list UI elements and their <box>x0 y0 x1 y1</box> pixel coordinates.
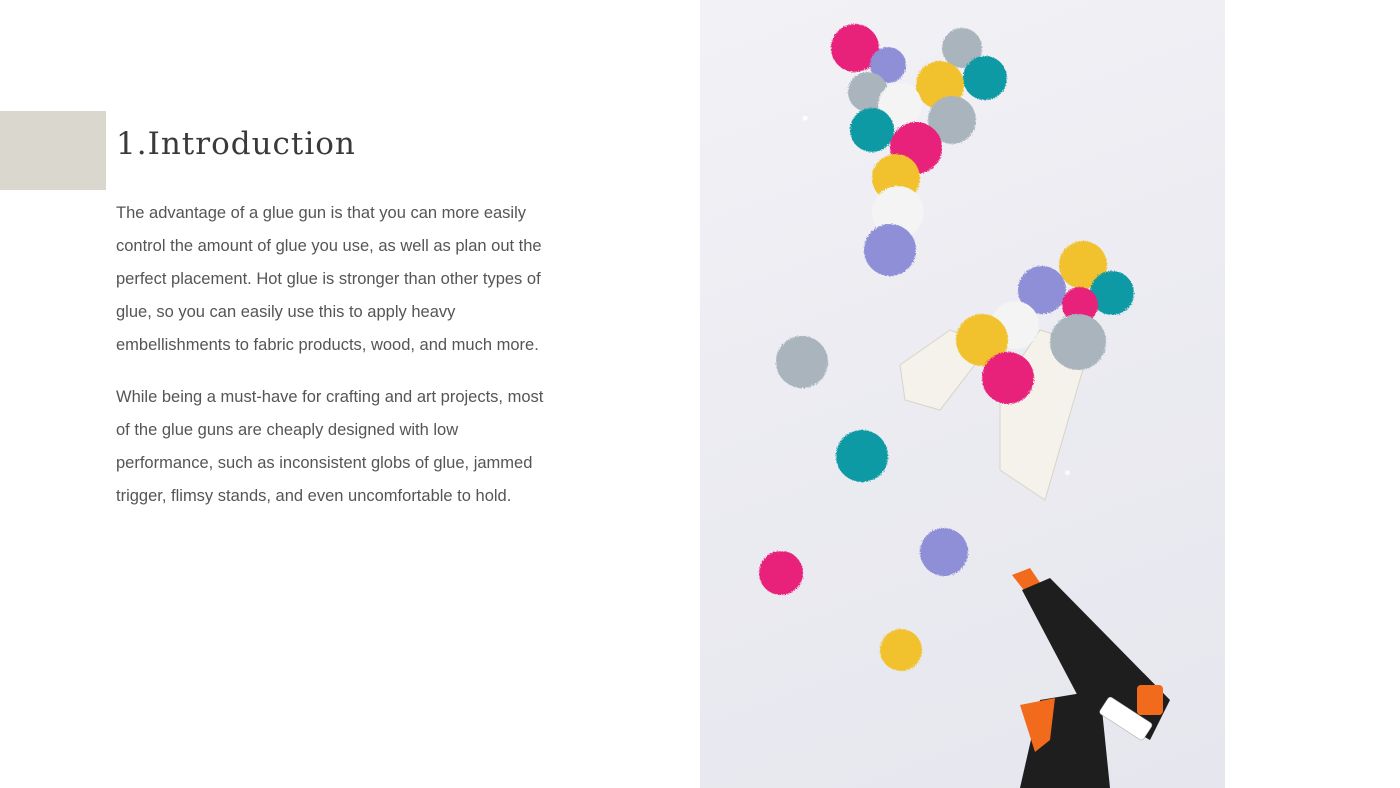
body-text <box>116 197 556 532</box>
paragraph-2: While being a must-have for crafting and art projects, most of the glue guns are cheaply designed with low performance, such as inconsistent globs of glue, jammed trigger, flimsy stands, and even uncomfortable to hold. <box>116 388 544 505</box>
letter-y-pompoms <box>831 24 1007 276</box>
glue-gun <box>1012 568 1170 788</box>
title-accent-block <box>0 111 106 190</box>
pompom-glue-gun-photo <box>700 0 1225 788</box>
craft-photo <box>700 0 1225 788</box>
paragraph-1: The advantage of a glue gun is that you can more easily control the amount of glue you use, as well as plan out the perfect placement. Hot glue is stronger than other types of glue, so you can easily use this to apply heavy embellishments to fabric products, wood, and much more. <box>116 204 542 354</box>
page-title: 1.Introduction <box>116 126 356 162</box>
